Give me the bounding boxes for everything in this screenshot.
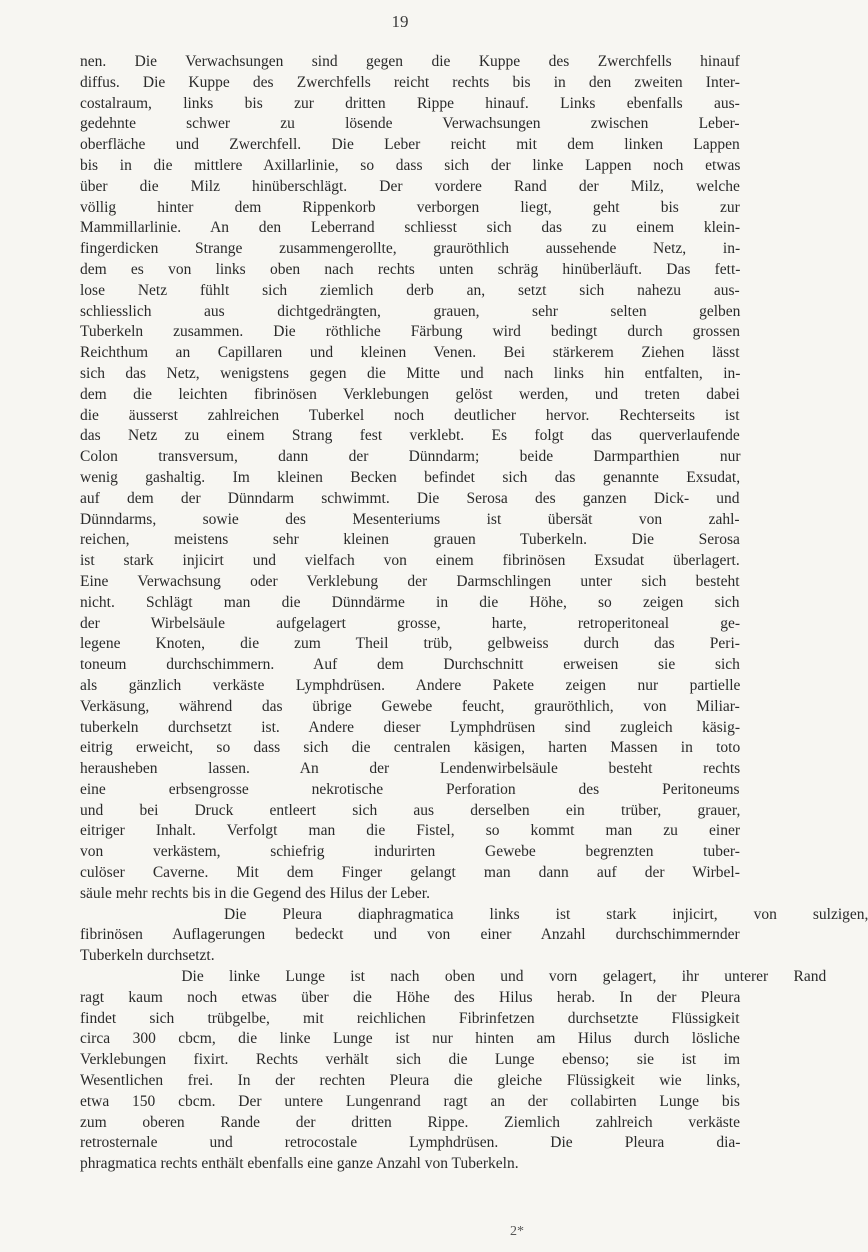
text-line: bis in die mittlere Axillarlinie, so dass sich der linke Lappen noch etwas — [80, 156, 741, 174]
signature-mark: 2* — [510, 1224, 524, 1239]
text-line: eitrig erweicht, so dass sich die centralen käsigen, harten Massen in toto — [80, 739, 741, 757]
text-line: schliesslich aus dichtgedrängten, grauen, sehr selten gelben — [80, 302, 741, 320]
text-line: Die linke Lunge ist nach oben und vorn gelagert, ihr unterer Rand — [80, 968, 827, 986]
text-line: Die Pleura diaphragmatica links ist stark injicirt, von sulzigen, — [80, 905, 868, 923]
text-line: herausheben lassen. An der Lendenwirbelsäule besteht rechts — [80, 760, 741, 778]
text-line: reichen, meistens sehr kleinen grauen Tuberkeln. Die Serosa — [80, 531, 740, 549]
text-line: als gänzlich verkäste Lymphdrüsen. Andere Pakete zeigen nur partielle — [80, 676, 741, 694]
text-line: phragmatica rechts enthält ebenfalls eine ganze Anzahl von Tuberkeln. — [80, 1155, 519, 1173]
text-line: Reichthum an Capillaren und kleinen Venen. Bei stärkerem Ziehen lässt — [80, 344, 740, 362]
text-line: der Wirbelsäule aufgelagert grosse, harte, retroperitoneal ge- — [80, 614, 741, 632]
text-line: Colon transversum, dann der Dünndarm; beide Darmparthien nur — [80, 448, 741, 466]
text-line: tuberkeln durchsetzt ist. Andere dieser Lymphdrüsen sind zugleich käsig- — [80, 718, 740, 736]
text-line: culöser Caverne. Mit dem Finger gelangt man dann auf der Wirbel- — [80, 864, 740, 882]
text-line: eine erbsengrosse nekrotische Perforation des Peritoneums — [80, 780, 740, 798]
text-line: nicht. Schlägt man die Dünndärme in die Höhe, so zeigen sich — [80, 593, 740, 611]
text-line: säule mehr rechts bis in die Gegend des Hilus der Leber. — [80, 884, 430, 902]
text-line: eitriger Inhalt. Verfolgt man die Fistel, so kommt man zu einer — [80, 822, 740, 840]
text-line: auf dem der Dünndarm schwimmt. Die Serosa des ganzen Dick- und — [80, 489, 740, 507]
text-line: von verkästem, schiefrig indurirten Gewebe begrenzten tuber- — [80, 843, 740, 861]
page-number: 19 — [391, 12, 409, 31]
text-line: retrosternale und retrocostale Lymphdrüsen. Die Pleura dia- — [80, 1134, 741, 1152]
text-line: Dünndarms, sowie des Mesenteriums ist übersät von zahl- — [80, 510, 740, 528]
text-line: lose Netz fühlt sich ziemlich derb an, setzt sich nahezu aus- — [80, 281, 740, 299]
text-line: die äusserst zahlreichen Tuberkel noch deutlicher hervor. Rechterseits ist — [80, 406, 740, 424]
text-line: zum oberen Rande der dritten Rippe. Ziemlich zahlreich verkäste — [80, 1113, 740, 1131]
text-line: oberfläche und Zwerchfell. Die Leber reicht mit dem linken Lappen — [80, 136, 740, 154]
text-line: Tuberkeln zusammen. Die röthliche Färbung wird bedingt durch grossen — [80, 323, 740, 341]
text-line: das Netz zu einem Strang fest verklebt. Es folgt das querverlaufende — [80, 427, 740, 445]
text-line: dem es von links oben nach rechts unten schräg hinüberläuft. Das fett- — [80, 260, 741, 278]
text-line: diffus. Die Kuppe des Zwerchfells reicht rechts bis in den zweiten Inter- — [80, 73, 740, 91]
text-line: nen. Die Verwachsungen sind gegen die Kuppe des Zwerchfells hinauf — [80, 53, 740, 70]
text-line: toneum durchschimmern. Auf dem Durchschnitt erweisen sie sich — [80, 656, 740, 674]
text-line: fibrinösen Auflagerungen bedeckt und von einer Anzahl durchschimmernder — [80, 926, 740, 944]
text-line: gedehnte schwer zu lösende Verwachsungen zwischen Leber- — [80, 115, 740, 133]
text-line: völlig hinter dem Rippenkorb verborgen liegt, geht bis zur — [80, 198, 740, 216]
text-line: ragt kaum noch etwas über die Höhe des Hilus herab. In der Pleura — [80, 988, 741, 1006]
text-line: legene Knoten, die zum Theil trüb, gelbweiss durch das Peri- — [80, 635, 740, 653]
text-line: etwa 150 cbcm. Der untere Lungenrand ragt an der collabirten Lunge bis — [80, 1092, 740, 1110]
text-line: findet sich trübgelbe, mit reichlichen Fibrinfetzen durchsetzte Flüssigkeit — [80, 1009, 740, 1027]
text-line: Tuberkeln durchsetzt. — [80, 947, 215, 965]
text-line: dem die leichten fibrinösen Verklebungen gelöst werden, und treten dabei — [80, 385, 740, 403]
body-text — [80, 52, 868, 1175]
text-line: circa 300 cbcm, die linke Lunge ist nur hinten am Hilus durch lösliche — [80, 1030, 740, 1048]
text-line: Mammillarlinie. An den Leberrand schliesst sich das zu einem klein- — [80, 219, 740, 237]
text-line: Eine Verwachsung oder Verklebung der Darmschlingen unter sich besteht — [80, 572, 740, 590]
text-line: wenig gashaltig. Im kleinen Becken befindet sich das genannte Exsudat, — [80, 468, 741, 486]
text-line: Verklebungen fixirt. Rechts verhält sich die Lunge ebenso; sie ist im — [80, 1051, 740, 1069]
text-line: sich das Netz, wenigstens gegen die Mitte und nach links hin entfalten, in- — [80, 364, 741, 382]
text-line: und bei Druck entleert sich aus derselben ein trüber, grauer, — [80, 801, 741, 819]
text-line: ist stark injicirt und vielfach von einem fibrinösen Exsudat überlagert. — [80, 552, 740, 570]
text-line: über die Milz hinüberschlägt. Der vordere Rand der Milz, welche — [80, 177, 740, 195]
text-line: fingerdicken Strange zusammengerollte, grauröthlich aussehende Netz, in- — [80, 240, 741, 258]
text-line: Verkäsung, während das übrige Gewebe feucht, grauröthlich, von Miliar- — [80, 697, 740, 715]
text-line: costalraum, links bis zur dritten Rippe hinauf. Links ebenfalls aus- — [80, 94, 740, 112]
text-line: Wesentlichen frei. In der rechten Pleura die gleiche Flüssigkeit wie links, — [80, 1072, 741, 1090]
